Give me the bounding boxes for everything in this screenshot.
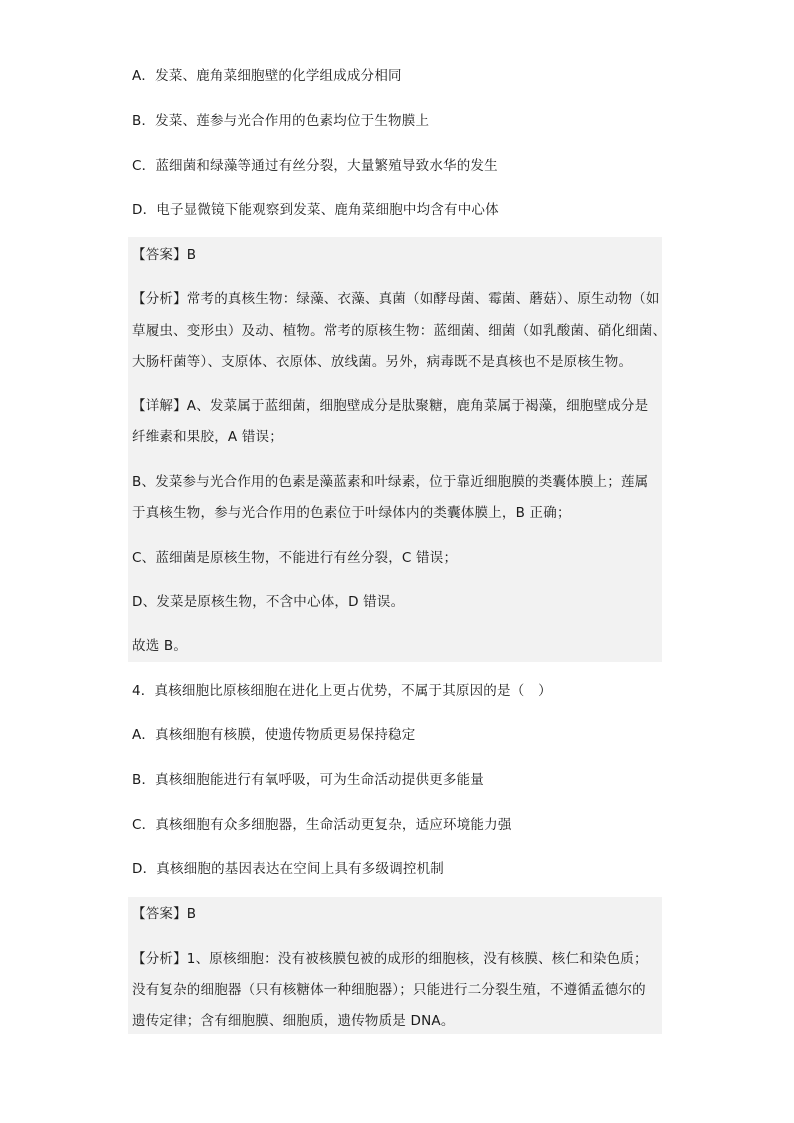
q4-answer: 【答案】B: [132, 906, 197, 922]
q3-detail-d: D、发菜是原核生物，不含中心体，D 错误。: [132, 594, 405, 610]
q3-detail-c: C、蓝细菌是原核生物，不能进行有丝分裂，C 错误；: [132, 550, 458, 566]
q3-option-d: D．电子显微镜下能观察到发菜、鹿角菜细胞中均含有中心体: [132, 202, 499, 218]
q4-analysis-line-2: 没有复杂的细胞器（只有核糖体一种细胞器）；只能进行二分裂生殖，不遵循孟德尔的: [132, 982, 646, 998]
q3-detail-line-1: 【详解】A、发菜属于蓝细菌，细胞壁成分是肽聚糖，鹿角菜属于褐藻，细胞壁成分是: [132, 398, 649, 414]
q3-analysis-line-1: 【分析】常考的真核生物：绿藻、衣藻、真菌（如酵母菌、霉菌、蘑菇）、原生动物（如: [132, 291, 660, 307]
q4-analysis-line-3: 遗传定律；含有细胞膜、细胞质，遗传物质是 DNA。: [132, 1013, 455, 1029]
q3-detail-b-line-1: B、发菜参与光合作用的色素是藻蓝素和叶绿素，位于靠近细胞膜的类囊体膜上；莲属: [132, 474, 649, 490]
q3-conclusion: 故选 B。: [132, 638, 188, 654]
q3-answer: 【答案】B: [132, 247, 197, 263]
q3-option-c: C．蓝细菌和绿藻等通过有丝分裂，大量繁殖导致水华的发生: [132, 158, 498, 174]
q3-option-a: A．发菜、鹿角菜细胞壁的化学组成成分相同: [132, 68, 402, 84]
q3-detail-line-2: 纤维素和果胶，A 错误；: [132, 429, 283, 445]
q4-analysis-line-1: 【分析】1、原核细胞：没有被核膜包被的成形的细胞核，没有核膜、核仁和染色质；: [132, 951, 648, 967]
q4-option-c: C．真核细胞有众多细胞器，生命活动更复杂，适应环境能力强: [132, 817, 512, 833]
q3-option-b: B．发菜、莲参与光合作用的色素均位于生物膜上: [132, 113, 430, 129]
q3-detail-b-line-2: 于真核生物，参与光合作用的色素位于叶绿体内的类囊体膜上，B 正确；: [132, 505, 571, 521]
q3-analysis-line-3: 大肠杆菌等）、支原体、衣原体、放线菌。另外，病毒既不是真核也不是原核生物。: [132, 354, 633, 370]
q4-option-a: A．真核细胞有核膜，使遗传物质更易保持稳定: [132, 727, 416, 743]
q4-stem: 4．真核细胞比原核细胞在进化上更占优势，不属于其原因的是（ ）: [132, 683, 552, 699]
q4-option-d: D．真核细胞的基因表达在空间上具有多级调控机制: [132, 861, 444, 877]
q4-option-b: B．真核细胞能进行有氧呼吸，可为生命活动提供更多能量: [132, 772, 484, 788]
q3-analysis-line-2: 草履虫、变形虫）及动、植物。常考的原核生物：蓝细菌、细菌（如乳酸菌、硝化细菌、: [132, 323, 667, 339]
